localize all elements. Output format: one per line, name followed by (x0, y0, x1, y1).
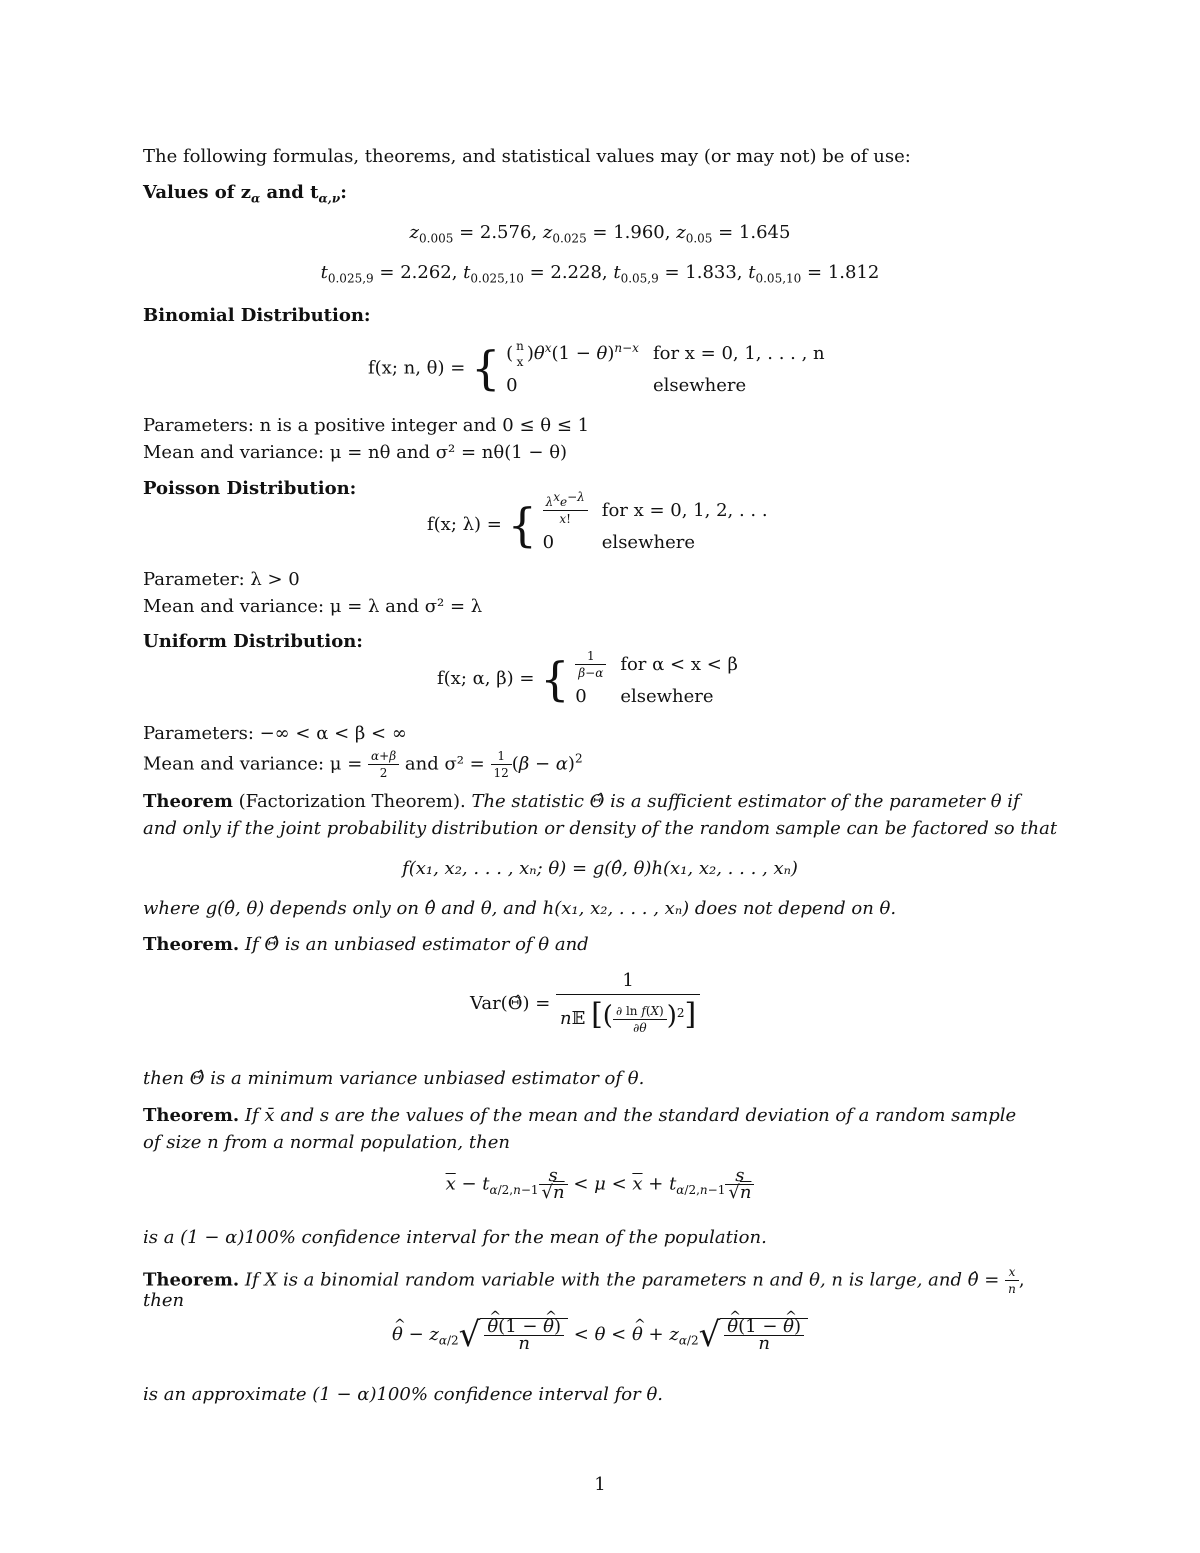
var-lhs: Var(Θ̂) = (470, 993, 551, 1014)
binomial-lhs: f(x; n, θ) = (368, 357, 466, 379)
uniform-mean-var: Mean and variance: μ = $\frac{\alpha+\beta}{2}$ and σ² = $\frac{1}{12}$ $(\beta - \alpha)^2$ (143, 749, 583, 780)
theorem-label: Theorem. (143, 1105, 240, 1126)
theorem-t-interval (143, 1105, 1016, 1127)
binomial-mean-var: Mean and variance: μ = nθ and σ² = nθ(1 − θ) (143, 442, 568, 463)
uniform-heading: Uniform Distribution: (143, 631, 363, 652)
left-brace: { (540, 651, 570, 706)
theorem-factorization-text3: where g(θ̂, θ) depends only on θ̂ and θ, and h(x₁, x₂, . . . , xₙ) does not depend on θ. (143, 898, 897, 919)
theorem-label: Theorem. (143, 1269, 240, 1291)
poisson-lhs: f(x; λ) = (427, 514, 502, 535)
uniform-case2-cond: elsewhere (620, 686, 714, 707)
binomial-cases: ( n x )$\theta^x(1 - \theta)^{n-x}$ for x = 0, 1, . . . , n 0 elsewhere (506, 336, 839, 400)
theorem-text: If Θ̂ is an unbiased estimator of θ and (244, 934, 589, 955)
values-heading-and: and t (266, 182, 319, 203)
poisson-params: Parameter: λ > 0 (143, 569, 300, 590)
binomial-case2: 0 (506, 375, 518, 396)
theorem-label: Theorem. (143, 934, 240, 955)
values-heading-text: Values of z (143, 182, 251, 203)
t-interval-equation: $\overline{x} - t_{\alpha/2,n-1}$ $\frac{s}{√n}$ < $\mu < \overline{x} + t_{\alpha/2,n-1}$ $\frac{s}{√n}$ (0, 1168, 1200, 1201)
theorem-binomial-interval-text2: then (143, 1290, 185, 1311)
factorization-equation: f(x₁, x₂, . . . , xₙ; θ) = g(θ̂, θ)h(x₁, x₂, . . . , xₙ) (402, 858, 798, 879)
binomial-heading: Binomial Distribution: (143, 305, 371, 326)
theorem-binomial-interval-text3: is an approximate (1 − α)100% confidence interval for θ. (143, 1384, 663, 1405)
left-brace: { (471, 341, 501, 395)
page-number: 1 (594, 1474, 606, 1495)
uniform-lhs: f(x; α, β) = (437, 668, 535, 689)
theorem-text: If X is a binomial random variable with the parameters n and θ, n is large, and θ̂ = (244, 1269, 1000, 1291)
theorem-mvue-text2: then Θ̂ is a minimum variance unbiased estimator of θ. (143, 1068, 645, 1089)
poisson-heading: Poisson Distribution: (143, 478, 357, 499)
intro-text: The following formulas, theorems, and statistical values may (or may not) be of use: (143, 146, 911, 167)
uniform-params: Parameters: −∞ < α < β < ∞ (143, 723, 407, 744)
theorem-text: If x̄ and s are the values of the mean and the standard deviation of a random sample (244, 1105, 1017, 1126)
poisson-case2-cond: elsewhere (601, 532, 695, 553)
theorem-name: (Factorization Theorem). (238, 791, 466, 812)
theorem-label: Theorem (143, 791, 233, 812)
z-values: $z_{0.005} = 2.576$, $z_{0.025} = 1.960$, $z_{0.05} = 1.645$ (409, 222, 791, 246)
left-brace: { (507, 497, 537, 552)
frac-denominator: n𝔼 [( $\frac{\text{∂ ln f(X)}}{\partial\theta}$ )$^2$] (560, 997, 697, 1035)
binomial-case1-cond: for x = 0, 1, . . . , n (652, 343, 825, 364)
theorem-factorization (143, 791, 1020, 813)
uniform-cases: $\frac{1}{\beta-\alpha}$ for α < x < β 0 elsewhere (575, 646, 752, 711)
uniform-case1-cond: for α < x < β (620, 653, 738, 675)
theorem-text: The statistic Θ̂ is a sufficient estimator of the parameter θ if (471, 791, 1020, 812)
poisson-mean-var: Mean and variance: μ = λ and σ² = λ (143, 596, 483, 617)
uniform-pdf (437, 646, 752, 711)
theorem-t-interval-text2: of size n from a normal population, then (143, 1132, 510, 1153)
values-heading: Values of $z_\alpha$ and $t_{\alpha,\nu}$: (143, 182, 347, 206)
binomial-pdf (368, 336, 839, 400)
poisson-case1-cond: for x = 0, 1, 2, . . . (601, 499, 768, 521)
theorem-factorization-text2: and only if the joint probability distribution or density of the random sample can be factored so that (143, 818, 1058, 839)
frac-numerator: 1 (556, 968, 700, 995)
binomial-params: Parameters: n is a positive integer and 0 ≤ θ ≤ 1 (143, 415, 590, 436)
theorem-mvue (143, 934, 589, 956)
uniform-var-label: and σ² = (404, 753, 485, 775)
poisson-case2: 0 (542, 532, 555, 553)
t-values: $t_{0.025,9} = 2.262$, $t_{0.025,10} = 2.228$, $t_{0.05,9} = 1.833$, $t_{0.05,10} = 1.812$ (320, 262, 880, 286)
binomial-case2-cond: elsewhere (652, 375, 747, 396)
uniform-mean-label: Mean and variance: μ = (143, 753, 363, 775)
poisson-cases: $\frac{\lambda^xe^{-\lambda}}{x!}$ for x = 0, 1, 2, . . . 0 elsewhere (543, 492, 782, 557)
poisson-pdf (427, 492, 782, 557)
uniform-case2: 0 (575, 686, 587, 707)
theorem-t-interval-text3: is a (1 − α)100% confidence interval for the mean of the population. (143, 1227, 767, 1248)
theorem-binomial-interval: Theorem. If X is a binomial random variable with the parameters n and θ, n is large, and θ̂ = $\frac{x}{n}$ , (143, 1265, 1025, 1296)
binomial-interval-equation: ^ $\theta - z_{\alpha/2}√$ ^ $\frac{\theta(1 - \^{} \theta)}{n}$ < θ < ^ $\theta + z_{\alpha/2}√$ ^ $\frac{\theta(1 - \^{} \theta)}{n}$ (0, 1318, 1200, 1352)
cramer-rao-equation (470, 968, 700, 1039)
